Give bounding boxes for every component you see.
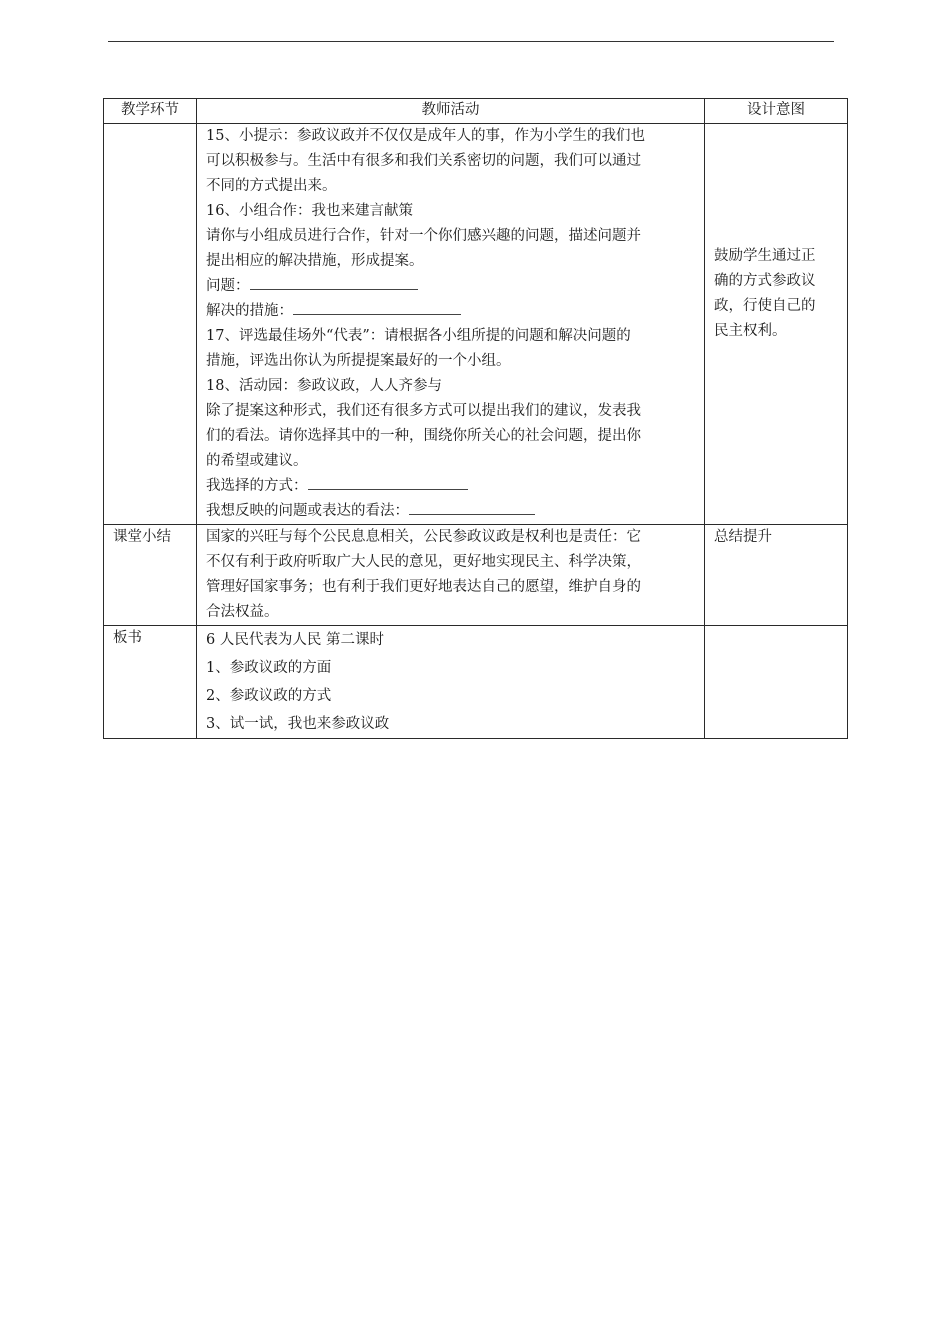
method-label: 我选择的方式： [206,478,308,494]
summary-line: 管理好国家事务；也有利于我们更好地表达自己的愿望，维护自身的 [206,579,641,595]
activity-line: 请你与小组成员进行合作，针对一个你们感兴趣的问题，描述问题并 [206,228,641,244]
opinion-field-line [206,499,695,524]
summary-stage-cell: 课堂小结 [104,525,197,626]
activities-intent-cell [705,124,848,525]
activities-content-cell [197,124,705,525]
board-item: 3、试一试，我也来参政议政 [206,716,390,732]
board-content-cell [197,626,705,739]
activity-line: 们的看法。请你选择其中的一种，围绕你所关心的社会问题，提出你 [206,428,641,444]
method-field-line [206,474,695,499]
summary-intent-cell: 总结提升 [705,525,848,626]
board-title: 6 人民代表为人民 第二课时 [206,632,384,648]
table-row-activities [104,124,848,525]
question-label: 问题： [206,278,250,294]
board-intent-cell [705,626,848,739]
method-blank [308,474,468,490]
activity-line: 15、小提示：参政议政并不仅仅是成年人的事，作为小学生的我们也 [206,128,645,144]
opinion-blank [409,499,535,515]
activities-stage-cell [104,124,197,525]
question-field-line [206,274,695,299]
board-item: 1、参政议政的方面 [206,660,332,676]
summary-line: 国家的兴旺与每个公民息息相关，公民参政议政是权利也是责任：它 [206,529,641,545]
intent-text [714,244,838,344]
header-teaching-stage: 教学环节 [104,99,197,124]
activity-line: 18、活动园：参政议政，人人齐参与 [206,378,442,394]
activity-line: 的希望或建议。 [206,453,308,469]
summary-line: 合法权益。 [206,604,279,620]
activity-line: 16、小组合作：我也来建言献策 [206,203,413,219]
intent-line: 确的方式参政议 [714,273,816,289]
solution-label: 解决的措施： [206,303,293,319]
table-row-summary [104,525,848,626]
header-design-intent: 设计意图 [705,99,848,124]
activity-line: 除了提案这种形式，我们还有很多方式可以提出我们的建议，发表我 [206,403,641,419]
lesson-plan-table [103,98,848,739]
activity-line: 措施，评选出你认为所提提案最好的一个小组。 [206,353,511,369]
question-blank [250,274,418,290]
solution-blank [293,299,461,315]
activity-line: 提出相应的解决措施，形成提案。 [206,253,424,269]
activity-line: 可以积极参与。生活中有很多和我们关系密切的问题，我们可以通过 [206,153,641,169]
board-item: 2、参政议政的方式 [206,688,332,704]
intent-line: 政，行使自己的 [714,298,816,314]
table-header-row [104,99,848,124]
opinion-label: 我想反映的问题或表达的看法： [206,503,409,519]
solution-field-line [206,299,695,324]
summary-line: 不仅有利于政府听取广大人民的意见，更好地实现民主、科学决策， [206,554,641,570]
intent-line: 鼓励学生通过正 [714,248,816,264]
activity-line: 不同的方式提出来。 [206,178,337,194]
page-header-rule [108,41,834,42]
activity-line: 17、评选最佳场外“代表”：请根据各小组所提的问题和解决问题的 [206,328,631,344]
summary-content-cell [197,525,705,626]
intent-line: 民主权利。 [714,323,787,339]
board-stage-cell: 板书 [104,626,197,739]
header-teacher-activity: 教师活动 [197,99,705,124]
table-row-board [104,626,848,739]
